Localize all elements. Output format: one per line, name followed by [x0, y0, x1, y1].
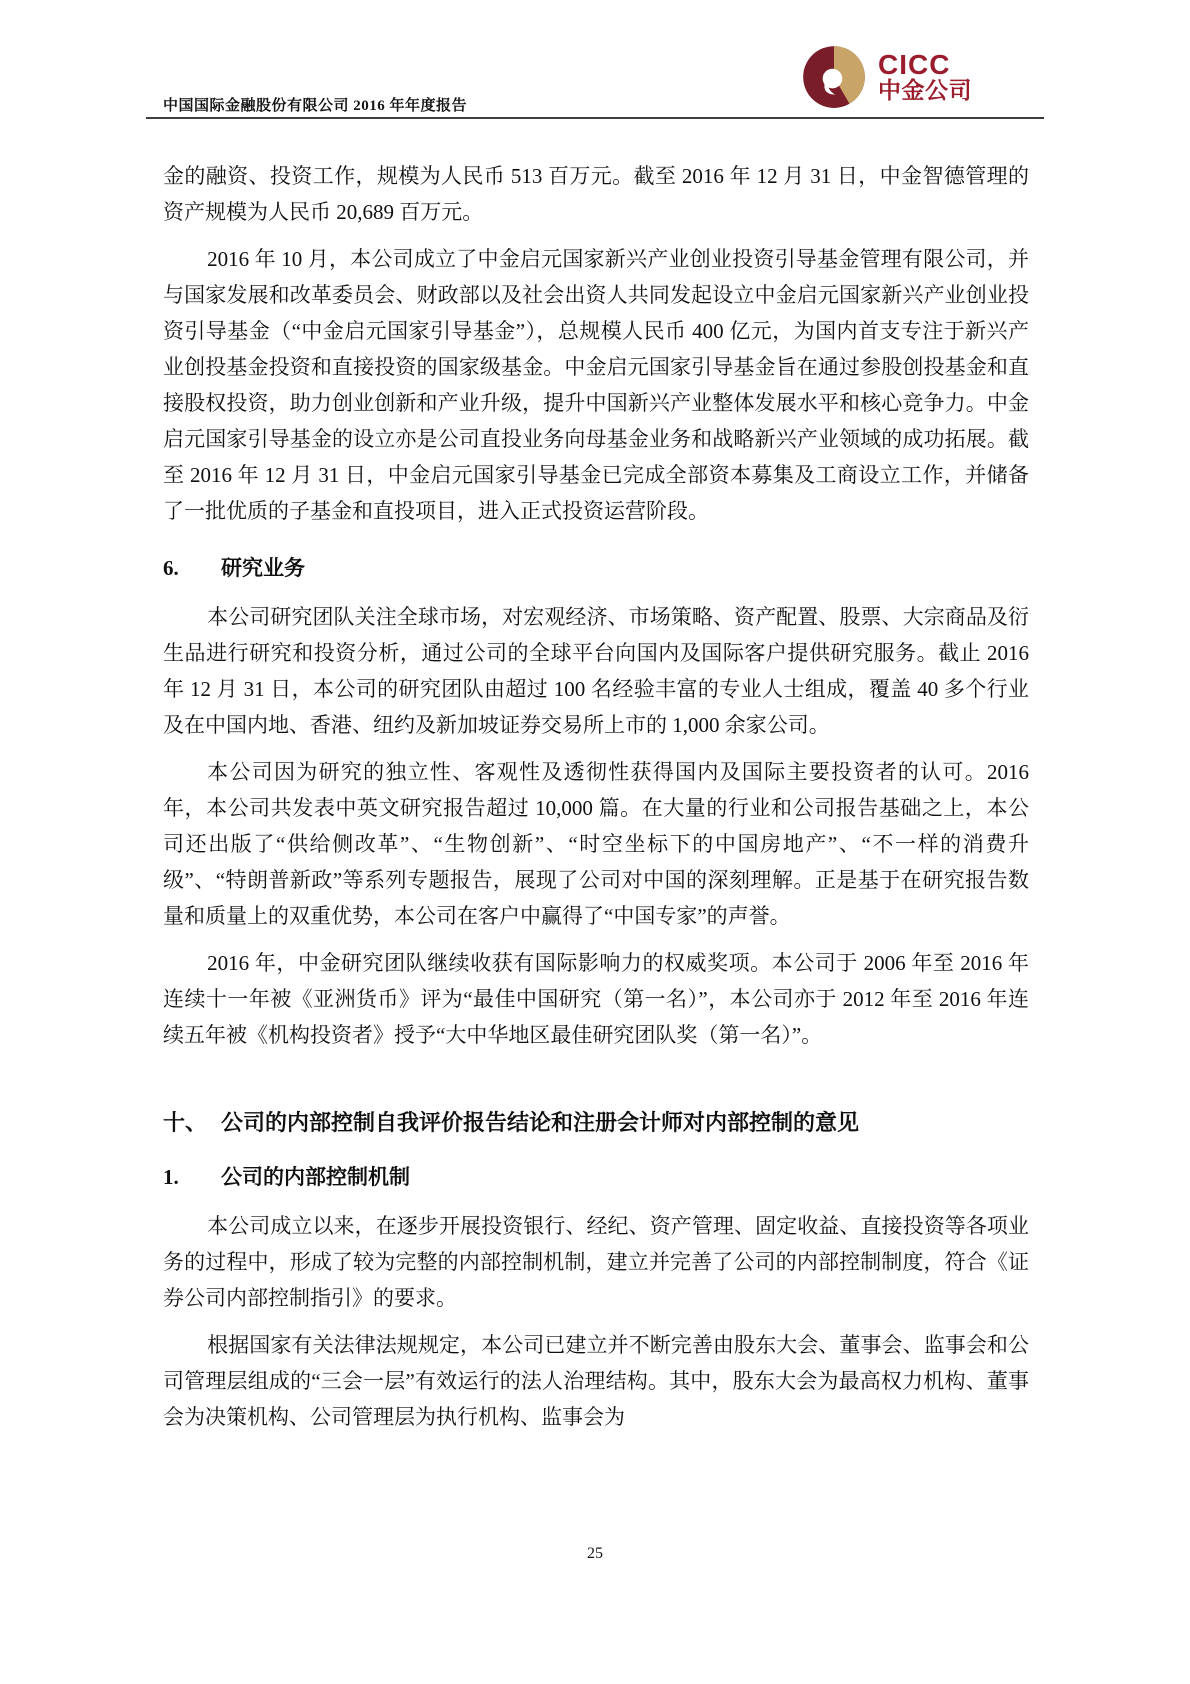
section-heading-research — [163, 550, 1029, 586]
section-number: 1. — [163, 1165, 179, 1189]
paragraph-fund-scale: 金的融资、投资工作，规模为人民币 513 百万元。截至 2016 年 12 月 31 日，中金智德管理的资产规模为人民币 20,689 百万元。 — [163, 164, 1029, 224]
page-body — [163, 158, 1029, 1446]
paragraph-ic-governance: 根据国家有关法律法规规定，本公司已建立并不断完善由股东大会、董事会、监事会和公司管理层组成的“三会一层”有效运行的法人治理结构。其中，股东大会为最高权力机构、董事会为决策机构、公司管理层为执行机构、监事会为 — [163, 1333, 1029, 1429]
header-divider — [146, 117, 1044, 119]
paragraph-research-team: 本公司研究团队关注全球市场，对宏观经济、市场策略、资产配置、股票、大宗商品及衍生品进行研究和投资分析，通过公司的全球平台向国内及国际客户提供研究服务。截止 2016 年 12 月 31 日，本公司的研究团队由超过 100 名经验丰富的专业人士组成，覆盖 40 多个行业及在中国内地、香港、纽约及新加坡证券交易所上市的 1,000 余家公司。 — [163, 605, 1029, 737]
paragraph-ic-mechanism: 本公司成立以来，在逐步开展投资银行、经纪、资产管理、固定收益、直接投资等各项业务的过程中，形成了较为完整的内部控制机制，建立并完善了公司的内部控制制度，符合《证券公司内部控制指引》的要求。 — [163, 1214, 1029, 1310]
page-number: 25 — [587, 1545, 603, 1562]
section-number: 6. — [163, 556, 179, 580]
section-number: 十、 — [163, 1110, 208, 1135]
logo-text-cn: 中金公司 — [878, 76, 972, 103]
paragraph-research-reports: 本公司因为研究的独立性、客观性及透彻性获得国内及国际主要投资者的认可。2016 年，本公司共发表中英文研究报告超过 10,000 篇。在大量的行业和公司报告基础之上，本公司还出版了“供给侧改革”、“生物创新”、“时空坐标下的中国房地产”、“不一样的消费升级”、“特朗普新政”等系列专题报告，展现了公司对中国的深刻理解。正是基于在研究报告数量和质量上的双重优势，本公司在客户中赢得了“中国专家”的声誉。 — [163, 760, 1029, 928]
logo-text-en: CICC — [878, 48, 951, 80]
section-title: 研究业务 — [221, 556, 305, 580]
section-title: 公司的内部控制自我评价报告结论和注册会计师对内部控制的意见 — [221, 1110, 860, 1135]
cicc-logo — [801, 44, 972, 110]
paragraph-qiyuan-fund: 2016 年 10 月，本公司成立了中金启元国家新兴产业创业投资引导基金管理有限公司，并与国家发展和改革委员会、财政部以及社会出资人共同发起设立中金启元国家新兴产业创业投资引导基金（“中金启元国家引导基金”），总规模人民币 400 亿元，为国内首支专注于新兴产业创投基金投资和直接投资的国家级基金。中金启元国家引导基金旨在通过参股创投基金和直接股权投资，助力创业创新和产业升级，提升中国新兴产业整体发展水平和核心竞争力。中金启元国家引导基金的设立亦是公司直投业务向母基金业务和战略新兴产业领域的成功拓展。截至 2016 年 12 月 31 日，中金启元国家引导基金已完成全部资本募集及工商设立工作，并储备了一批优质的子基金和直投项目，进入正式投资运营阶段。 — [163, 247, 1029, 523]
cicc-logo-icon — [801, 44, 867, 110]
section-heading-internal-control — [163, 1105, 1029, 1141]
section-heading-ic-mechanism — [163, 1159, 1029, 1195]
paragraph-research-awards: 2016 年，中金研究团队继续收获有国际影响力的权威奖项。本公司于 2006 年至 2016 年连续十一年被《亚洲货币》评为“最佳中国研究（第一名）”，本公司亦于 2012 年至 2016 年连续五年被《机构投资者》授予“大中华地区最佳研究团队奖（第一名）”。 — [163, 951, 1029, 1047]
cicc-logo-text — [878, 48, 972, 103]
page-footer — [0, 1545, 1190, 1563]
section-title: 公司的内部控制机制 — [221, 1165, 410, 1189]
report-header-title: 中国国际金融股份有限公司 2016 年年度报告 — [163, 98, 468, 114]
